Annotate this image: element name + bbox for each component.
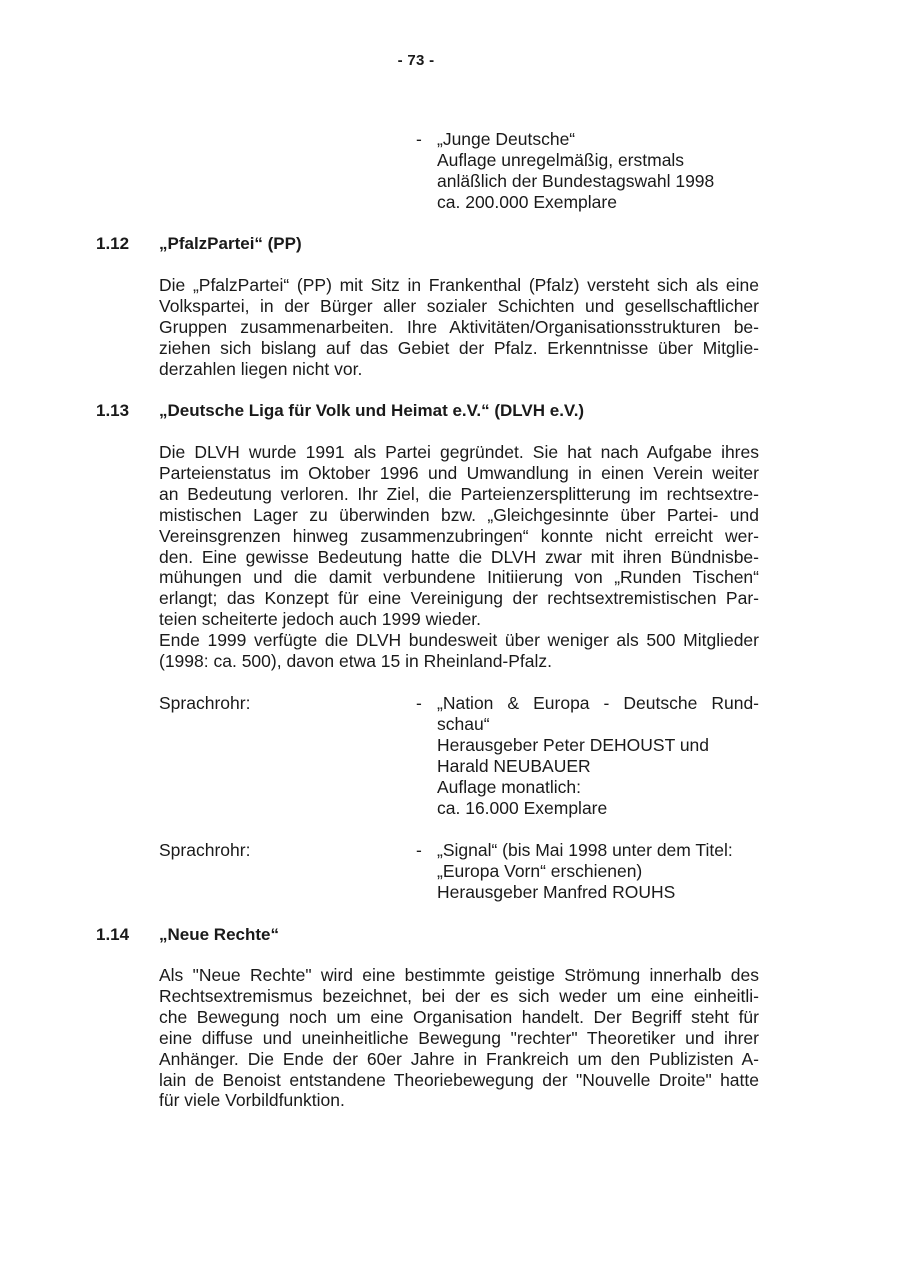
paragraph-line: mistischen Lager zu überwinden bzw. „Gleichgesinnte über Partei- und [159, 504, 759, 525]
paragraph-line: Die DLVH wurde 1991 als Partei gegründet. Sie hat nach Aufgabe ihres [159, 442, 759, 462]
paragraph-line: teien scheiterte jedoch auch 1999 wieder. [159, 609, 482, 630]
paragraph-line: an Bedeutung verloren. Ihr Ziel, die Parteienzersplitterung im rechtsextre- [159, 483, 759, 504]
section-title: „PfalzPartei“ (PP) [159, 234, 302, 253]
publication-line: Herausgeber Manfred ROUHS [437, 881, 676, 902]
paragraph-line: Volkspartei, in der Bürger aller sozialer Schichten und gesellschaftlicher [159, 295, 759, 316]
publication-line: „Nation & Europa - Deutsche Rund- [437, 693, 759, 713]
publication-entry-junge-deutsche [437, 129, 759, 213]
publication-line: „Junge Deutsche“ [437, 129, 576, 149]
paragraph-line: lain de Benoist entstandene Theoriebewegung der "Nouvelle Droite" hatte [159, 1069, 759, 1090]
section-1-14-paragraph [159, 965, 759, 1111]
paragraph-line: Vereinsgrenzen hinweg zusammenzubringen“ konnte nicht erreicht wer- [159, 525, 759, 546]
list-dash: - [416, 693, 422, 713]
paragraph-line: derzahlen liegen nicht vor. [159, 358, 363, 379]
publication-line: ca. 16.000 Exemplare [437, 797, 608, 818]
publication-line: anläßlich der Bundestagswahl 1998 [437, 170, 715, 191]
mouthpiece-label: Sprachrohr: [159, 693, 251, 713]
section-heading-1-14 [96, 924, 279, 945]
publication-line: „Europa Vorn“ erschienen) [437, 860, 643, 881]
paragraph-line: (1998: ca. 500), davon etwa 15 in Rheinland-Pfalz. [159, 651, 553, 672]
list-dash: - [416, 840, 422, 860]
section-1-13-paragraph [159, 442, 759, 672]
paragraph-line: che Bewegung noch um eine Organisation handelt. Der Begriff steht für [159, 1006, 759, 1027]
paragraph-line: Als "Neue Rechte" wird eine bestimmte geistige Strömung innerhalb des [159, 965, 759, 985]
section-title: „Deutsche Liga für Volk und Heimat e.V.“ (DLVH e.V.) [159, 401, 585, 420]
publication-line: Harald NEUBAUER [437, 755, 591, 776]
section-heading-1-12 [96, 233, 302, 254]
publication-entry-nation-europa [437, 693, 759, 818]
paragraph-line: Die „PfalzPartei“ (PP) mit Sitz in Frankenthal (Pfalz) versteht sich als eine [159, 275, 759, 295]
section-number: 1.13 [96, 401, 130, 420]
page-number: - 73 - [397, 52, 435, 69]
paragraph-line: Ende 1999 verfügte die DLVH bundesweit über weniger als 500 Mitglieder [159, 630, 759, 651]
paragraph-line: für viele Vorbildfunktion. [159, 1090, 345, 1111]
paragraph-line: Parteienstatus im Oktober 1996 und Umwandlung in einen Verein weiter [159, 462, 759, 483]
list-dash: - [416, 129, 422, 149]
paragraph-line: Rechtsextremismus bezeichnet, bei der es sich weder um eine einheitli- [159, 985, 759, 1006]
paragraph-line: Anhänger. Die Ende der 60er Jahre in Frankreich um den Publizisten A- [159, 1048, 759, 1069]
paragraph-line: den. Eine gewisse Bedeutung hatte die DLVH zwar mit ihren Bündnisbe- [159, 546, 759, 567]
section-title: „Neue Rechte“ [159, 925, 279, 944]
publication-line: Auflage unregelmäßig, erstmals [437, 149, 685, 170]
section-1-12-paragraph [159, 275, 759, 380]
publication-line: Herausgeber Peter DEHOUST und [437, 734, 710, 755]
paragraph-line: mühungen und die damit verbundene Initiierung von „Runden Tischen“ [159, 567, 759, 588]
paragraph-line: ziehen sich bislang auf das Gebiet der Pfalz. Erkenntnisse über Mitglie- [159, 337, 759, 358]
section-number: 1.14 [96, 925, 130, 944]
publication-line: ca. 200.000 Exemplare [437, 191, 617, 212]
publication-entry-signal [437, 840, 759, 903]
paragraph-line: erlangt; das Konzept für eine Vereinigung der rechtsextremistischen Par- [159, 588, 759, 609]
section-number: 1.12 [96, 234, 130, 253]
paragraph-line: Gruppen zusammenarbeiten. Ihre Aktivitäten/Organisationsstrukturen be- [159, 316, 759, 337]
section-heading-1-13 [96, 400, 584, 421]
publication-line: Auflage monatlich: [437, 776, 581, 797]
paragraph-line: eine diffuse und uneinheitliche Bewegung "rechter" Theoretiker und ihrer [159, 1027, 759, 1048]
publication-line: schau“ [437, 713, 490, 734]
publication-line: „Signal“ (bis Mai 1998 unter dem Titel: [437, 840, 733, 860]
mouthpiece-label: Sprachrohr: [159, 840, 251, 860]
